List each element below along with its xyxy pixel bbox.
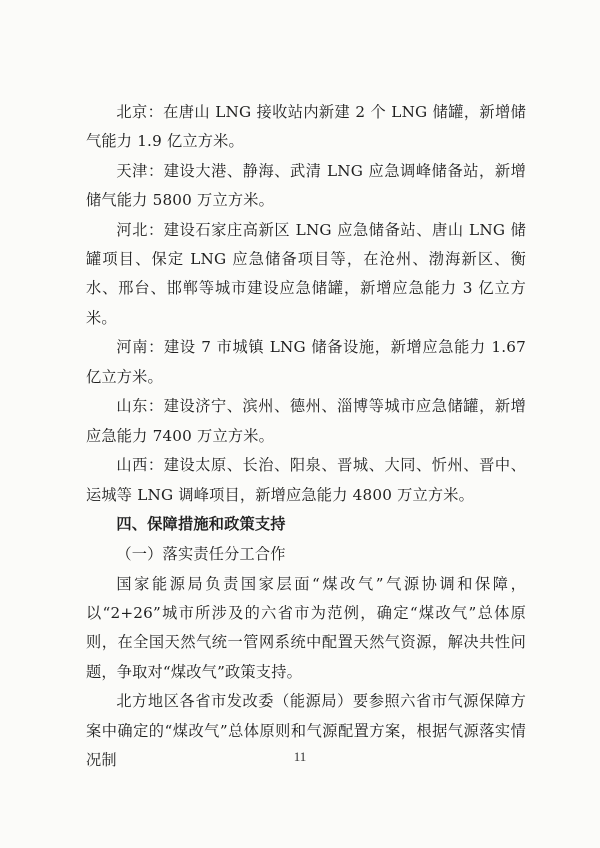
paragraph-hebei: 河北：建设石家庄高新区 LNG 应急储备站、唐山 LNG 储罐项目、保定 LNG 应急储备项目等，在沧州、渤海新区、衡水、邢台、邯郸等城市建设应急储罐，新增应急能力 3 亿立方米。	[86, 221, 526, 327]
paragraph-henan: 河南：建设 7 市城镇 LNG 储备设施，新增应急能力 1.67 亿立方米。	[86, 338, 526, 386]
subsection-heading: （一）落实责任分工合作	[116, 545, 286, 564]
page-content	[86, 98, 526, 776]
section-heading: 四、保障措施和政策支持	[116, 515, 286, 534]
paragraph-tianjin: 天津：建设大港、静海、武清 LNG 应急调峰储备站，新增储气能力 5800 万立方米。	[86, 162, 526, 210]
paragraph-shanxi: 山西：建设太原、长治、阳泉、晋城、大同、忻州、晋中、运城等 LNG 调峰项目，新增应急能力 4800 万立方米。	[86, 456, 526, 504]
paragraph-national-energy-admin: 国家能源局负责国家层面“煤改气”气源协调和保障，以“2+26”城市所涉及的六省市为范例，确定“煤改气”总体原则，在全国天然气统一管网系统中配置天然气资源，解决共性问题，争取对“煤改气”政策支持。	[86, 575, 526, 681]
paragraph-northern-provinces: 北方地区各省市发改委（能源局）要参照六省市气源保障方案中确定的“煤改气”总体原则和气源配置方案，根据气源落实情况制	[86, 692, 526, 769]
paragraph-beijing: 北京：在唐山 LNG 接收站内新建 2 个 LNG 储罐，新增储气能力 1.9 亿立方米。	[86, 103, 526, 151]
page-number: 11	[293, 749, 307, 764]
paragraph-shandong: 山东：建设济宁、滨州、德州、淄博等城市应急储罐，新增应急能力 7400 万立方米。	[86, 397, 526, 445]
